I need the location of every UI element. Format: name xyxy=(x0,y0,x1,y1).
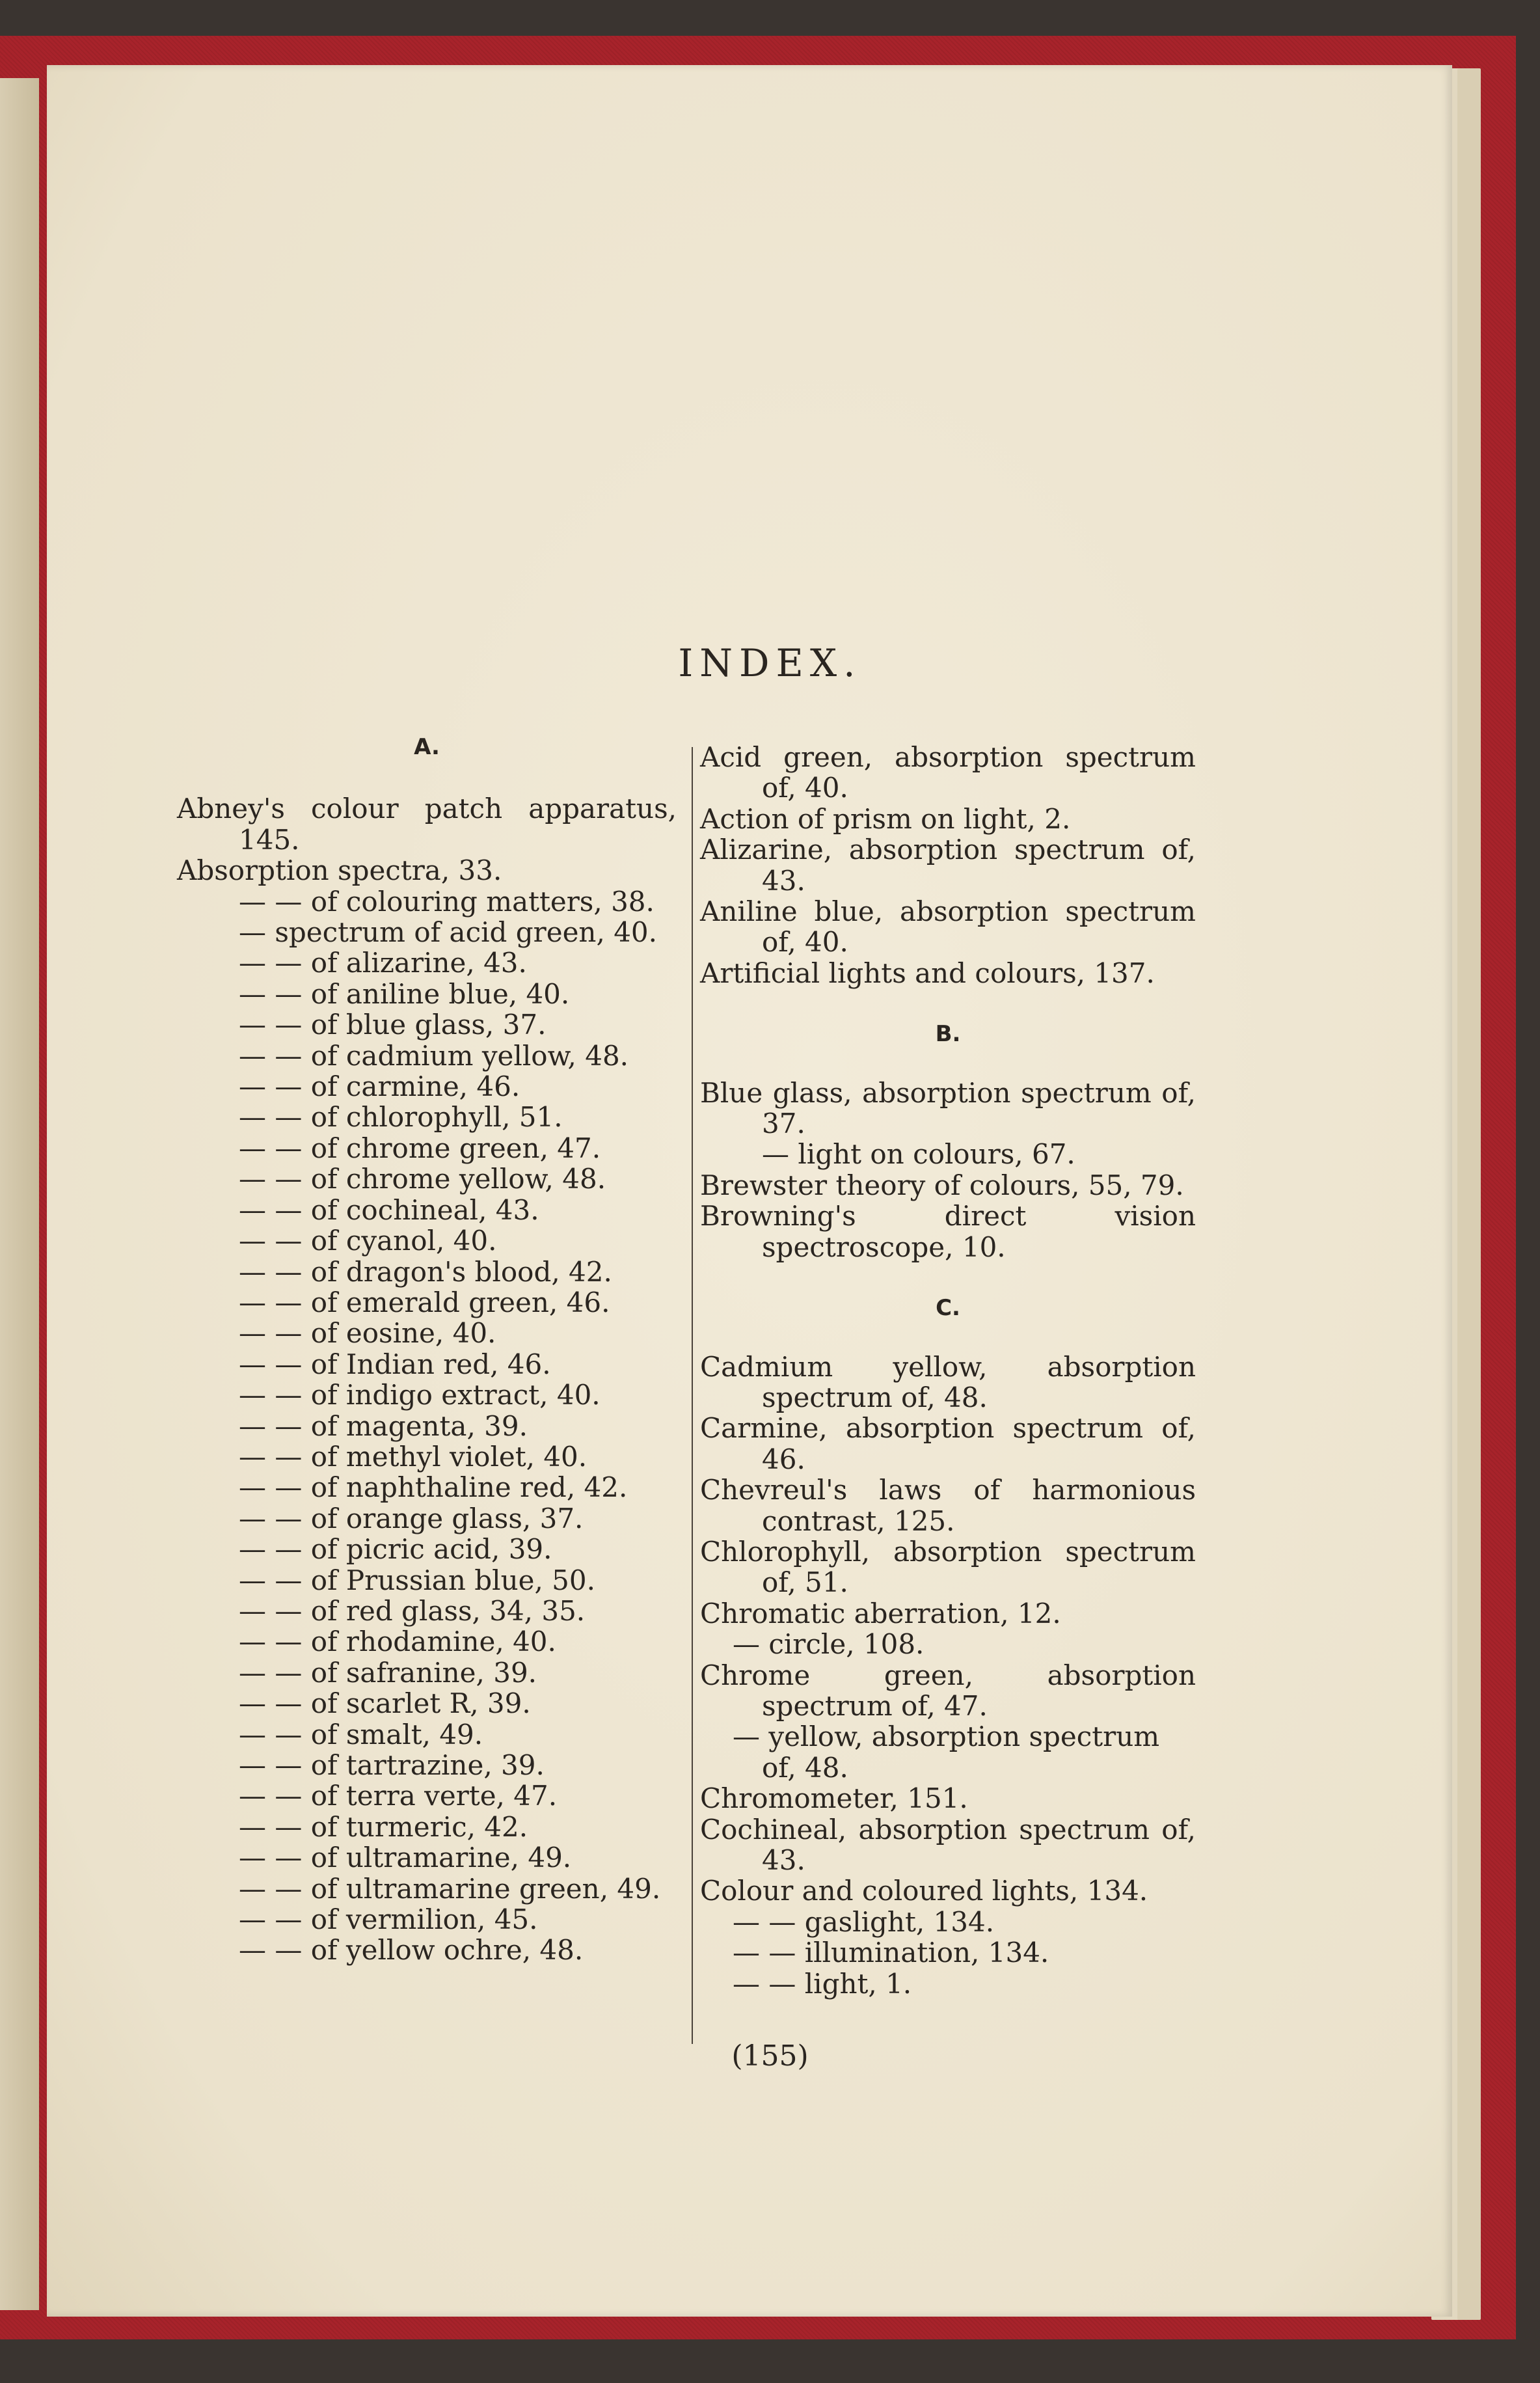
index-subentry: — — of safranine, 39. xyxy=(239,1656,537,1689)
index-subentry: — — of vermilion, 45. xyxy=(239,1903,538,1936)
index-subentry: — — of chlorophyll, 51. xyxy=(239,1101,563,1134)
index-subentry: — — of carmine, 46. xyxy=(239,1070,520,1103)
index-subentry: — — of emerald green, 46. xyxy=(239,1286,610,1318)
index-subentry: — — of rhodamine, 40. xyxy=(239,1626,556,1658)
index-subentry: — — of colouring matters, 38. xyxy=(239,885,655,918)
index-subentry: — — of blue glass, 37. xyxy=(239,1009,547,1041)
index-subentry: — — of scarlet R, 39. xyxy=(239,1687,531,1720)
index-subentry: — — illumination, 134. xyxy=(733,1937,1049,1969)
index-subentry: — light on colours, 67. xyxy=(762,1138,1075,1171)
page-title: INDEX. xyxy=(678,641,862,685)
page-stack-edge-inner xyxy=(1457,68,1481,2320)
index-column-left xyxy=(177,732,677,1966)
index-subentry: — — of Indian red, 46. xyxy=(239,1348,551,1380)
index-entry: Abney's colour patch apparatus, 145. xyxy=(177,793,677,856)
index-subentry: — — of aniline blue, 40. xyxy=(239,977,570,1010)
index-subentry: — spectrum of acid green, 40. xyxy=(239,916,657,949)
index-subentry: — — of naphthaline red, 42. xyxy=(239,1471,628,1504)
index-subentry: — — of smalt, 49. xyxy=(239,1718,483,1750)
section-heading-c: C. xyxy=(936,1295,960,1322)
index-entry: Chromometer, 151. xyxy=(700,1782,968,1815)
index-subentry: — — of tartrazine, 39. xyxy=(239,1749,545,1781)
column-divider xyxy=(692,747,693,2044)
index-subentry: — — of cadmium yellow, 48. xyxy=(239,1039,629,1072)
index-subentry: — — of eosine, 40. xyxy=(239,1317,496,1350)
index-subentry: — — of red glass, 34, 35. xyxy=(239,1594,586,1627)
index-subentry: — — of chrome yellow, 48. xyxy=(239,1163,606,1195)
index-subentry: — — of alizarine, 43. xyxy=(239,947,527,979)
facing-page-edge xyxy=(0,78,39,2310)
index-subentry: — — of indigo extract, 40. xyxy=(239,1379,601,1411)
index-subentry: — — gaslight, 134. xyxy=(733,1905,995,1938)
index-entry: Blue glass, absorption spectrum of, 37. xyxy=(700,1076,1196,1140)
index-subentry: — yellow, absorption spectrum of, 48. xyxy=(733,1721,1160,1784)
index-entry: Brewster theory of colours, 55, 79. xyxy=(700,1169,1184,1201)
index-entry: Chrome green, absorption spectrum of, 47. xyxy=(700,1659,1196,1722)
index-subentry: — — light, 1. xyxy=(733,1967,912,2000)
index-subentry: — — of dragon's blood, 42. xyxy=(239,1255,612,1288)
index-subentry: — — of magenta, 39. xyxy=(239,1409,528,1442)
index-entry: Carmine, absorption spectrum of, 46. xyxy=(700,1412,1196,1475)
absorption-subentries xyxy=(177,886,677,1966)
index-subentry: — — of cochineal, 43. xyxy=(239,1193,539,1226)
section-heading-b: B. xyxy=(935,1021,961,1048)
index-subentry: — — of Prussian blue, 50. xyxy=(239,1564,595,1596)
index-subentry: — — of chrome green, 47. xyxy=(239,1132,601,1164)
index-entry: Aniline blue, absorption spectrum of, 40. xyxy=(700,895,1196,959)
index-subentry: — circle, 108. xyxy=(733,1628,925,1661)
index-entry: Alizarine, absorption spectrum of, 43. xyxy=(700,834,1196,897)
index-subentry: — — of terra verte, 47. xyxy=(239,1780,558,1812)
section-heading-a: A. xyxy=(414,734,440,760)
index-entry: Absorption spectra, 33. xyxy=(177,854,502,887)
index-subentry: — — of ultramarine green, 49. xyxy=(239,1872,661,1905)
index-subentry: — — of cyanol, 40. xyxy=(239,1225,497,1257)
index-entry: Colour and coloured lights, 134. xyxy=(700,1875,1148,1907)
page-number: (155) xyxy=(731,2039,809,2073)
index-entry: Artificial lights and colours, 137. xyxy=(700,957,1155,989)
index-entry: Chlorophyll, absorption spectrum of, 51. xyxy=(700,1535,1196,1599)
index-entry: Action of prism on light, 2. xyxy=(700,802,1071,835)
index-subentry: — — of methyl violet, 40. xyxy=(239,1440,588,1473)
index-entry: Chevreul's laws of harmonious contrast, 125. xyxy=(700,1474,1196,1537)
index-subentry: — — of ultramarine, 49. xyxy=(239,1842,572,1874)
index-entry: Cochineal, absorption spectrum of, 43. xyxy=(700,1813,1196,1876)
index-subentry: — — of orange glass, 37. xyxy=(239,1502,584,1534)
index-subentry: — — of turmeric, 42. xyxy=(239,1810,528,1843)
index-entry: Chromatic aberration, 12. xyxy=(700,1597,1061,1629)
index-subentry: — — of picric acid, 39. xyxy=(239,1533,552,1566)
index-entry: Cadmium yellow, absorption spectrum of, 48. xyxy=(700,1350,1196,1413)
index-entry: Acid green, absorption spectrum of, 40. xyxy=(700,741,1196,804)
index-entry: Browning's direct vision spectroscope, 10. xyxy=(700,1200,1196,1263)
index-column-right xyxy=(700,742,1196,1999)
index-subentry: — — of yellow ochre, 48. xyxy=(239,1934,584,1967)
